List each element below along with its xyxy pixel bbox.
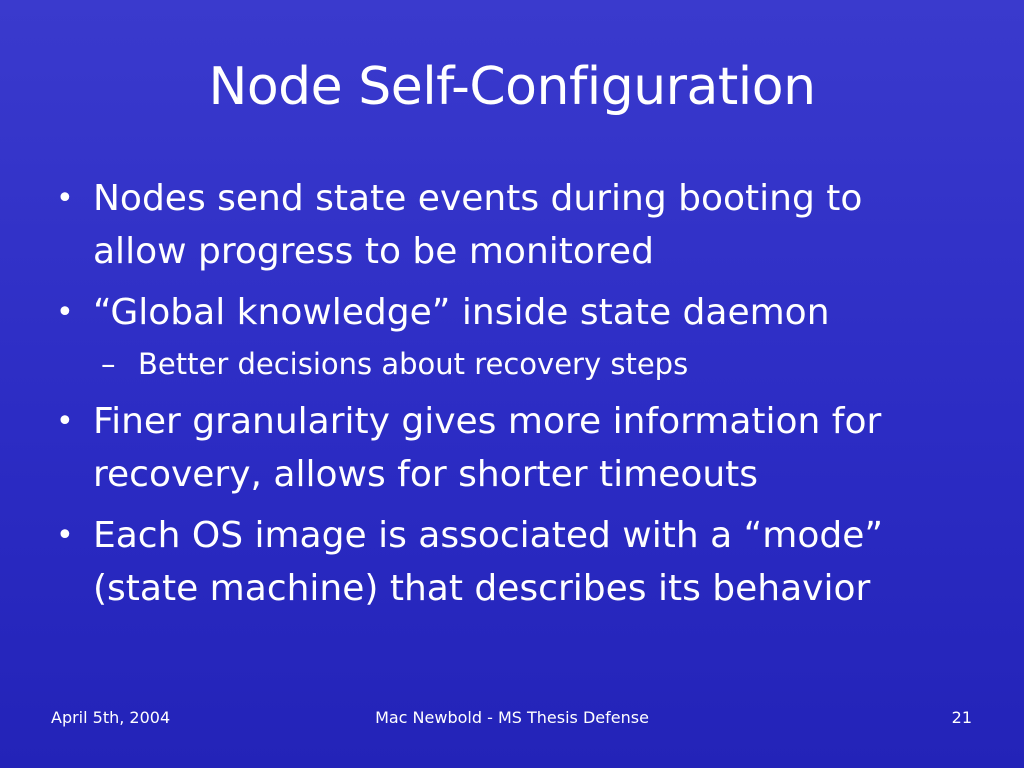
bullet-line: Finer granularity gives more information for — [93, 401, 882, 442]
slide-footer — [0, 706, 1024, 730]
bullet-item — [56, 395, 986, 501]
bullet-line: “Global knowledge” inside state daemon — [93, 292, 830, 333]
sub-bullet-item — [56, 343, 986, 385]
bullet-item — [56, 172, 986, 278]
bullet-line: Each OS image is associated with a “mode” — [93, 515, 883, 556]
slide-body — [56, 172, 986, 623]
sub-bullet-text: Better decisions about recovery steps — [138, 347, 689, 381]
footer-presentation-title: Mac Newbold - MS Thesis Defense — [375, 708, 649, 727]
bullet-line: (state machine) that describes its behavior — [93, 568, 871, 609]
bullet-item — [56, 509, 986, 615]
bullet-marker: • — [56, 295, 74, 330]
bullet-line: Nodes send state events during booting to — [93, 178, 863, 219]
bullet-line: recovery, allows for shorter timeouts — [93, 454, 759, 495]
bullet-item — [56, 286, 986, 339]
slide-number: 21 — [951, 708, 972, 727]
bullet-marker: • — [56, 181, 74, 216]
bullet-marker: • — [56, 404, 74, 439]
footer-date: April 5th, 2004 — [51, 708, 171, 727]
sub-bullet-marker: – — [101, 347, 116, 381]
bullet-marker: • — [56, 518, 74, 553]
slide-title: Node Self-Configuration — [208, 57, 816, 117]
bullet-line: allow progress to be monitored — [93, 231, 654, 272]
